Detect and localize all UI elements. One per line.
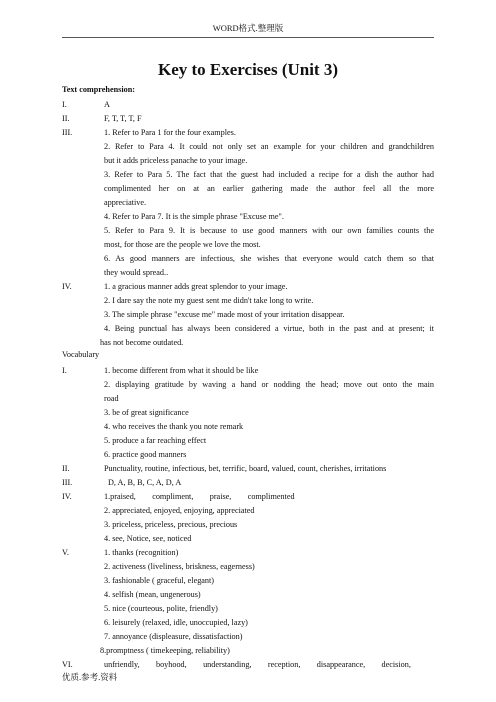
page-header: WORD格式.整理版: [212, 23, 284, 33]
answer-line: complimented her on at an earlier gathering made the author feel all the more: [104, 184, 434, 193]
answer-line: 2. Refer to Para 4. It could not only set an example for your children and grandchildren: [104, 142, 434, 151]
answer-line: 1. become different from what it should be like: [104, 366, 259, 375]
answer-line: 3. priceless, priceless, precious, precious: [104, 520, 238, 529]
item-number: III.: [62, 478, 73, 487]
answer-line: 8.promptness ( timekeeping, reliability): [100, 646, 230, 655]
item-number: II.: [62, 114, 70, 123]
item-number: IV.: [62, 492, 72, 501]
answer-line: 1. thanks (recognition): [104, 548, 179, 557]
answer-line: most, for those are the people we love the most.: [104, 240, 261, 249]
answer-line: appreciative.: [104, 198, 147, 207]
answer-line: 4. selfish (mean, ungenerous): [104, 590, 201, 599]
answer-line: 4. see, Notice, see, noticed: [104, 534, 192, 543]
answer-line: has not become outdated.: [100, 338, 184, 347]
answer-line: 6. As good manners are infectious, she wishes that everyone would catch them so that: [104, 254, 434, 263]
item-number: VI.: [62, 660, 73, 669]
item-number: I.: [62, 100, 67, 109]
answer-line: 3. The simple phrase "excuse me" made most of your irritation disappear.: [104, 310, 345, 319]
answer-line: 4. Refer to Para 7. It is the simple phrase "Excuse me".: [104, 212, 284, 221]
answer-line: 5. nice (courteous, polite, friendly): [104, 604, 218, 613]
page-title: Key to Exercises (Unit 3): [157, 60, 339, 79]
answer-line: 2. displaying gratitude by waving a hand or nodding the head; move out onto the main: [104, 380, 434, 389]
section-heading-text-comprehension: Text comprehension:: [62, 85, 136, 94]
item-number: III.: [62, 128, 73, 137]
answer-line: 4. who receives the thank you note remark: [104, 422, 244, 431]
answer-line: 4. Being punctual has always been considered a virtue, both in the past and at present; it: [104, 324, 434, 333]
item-number: IV.: [62, 282, 72, 291]
answer-line: 2. appreciated, enjoyed, enjoying, appreciated: [104, 506, 255, 515]
answer-line: but it adds priceless panache to your image.: [104, 156, 248, 165]
page-footer: 优质.参考.资料: [62, 672, 118, 682]
answer-line: 2. activeness (liveliness, briskness, eagerness): [104, 562, 255, 571]
answer-line: 2. I dare say the note my guest sent me didn't take long to write.: [104, 296, 314, 305]
answer-line: 1. a gracious manner adds great splendor to your image.: [104, 282, 288, 291]
answer-line: 1. Refer to Para 1 for the four examples.: [104, 128, 236, 137]
answer-line: 7. annoyance (displeasure, dissatisfaction): [104, 632, 243, 641]
answer-line: 5. produce a far reaching effect: [104, 436, 207, 445]
answer-line: 6. leisurely (relaxed, idle, unoccupied, lazy): [104, 618, 248, 627]
item-text: Punctuality, routine, infectious, bet, terrific, board, valued, count, cherishes, irritations: [104, 464, 387, 473]
item-text: F, T, T, T, F: [104, 114, 142, 123]
answer-line: 3. Refer to Para 5. The fact that the guest had included a recipe for a dish the author had: [104, 170, 434, 179]
answer-line: 5. Refer to Para 9. It is because to use good manners with our own families counts the: [104, 226, 434, 235]
item-number: V.: [62, 548, 69, 557]
header-divider: [62, 37, 434, 38]
item-text: A: [104, 100, 110, 109]
item-text: D, A, B, B, C, A, D, A: [108, 478, 182, 487]
answer-line: 3. fashionable ( graceful, elegant): [104, 576, 215, 585]
answer-line: they would spread..: [104, 268, 169, 277]
item-number: II.: [62, 464, 70, 473]
answer-line: 3. be of great significance: [104, 408, 189, 417]
item-text: unfriendly, boyhood, understanding, reception, disappearance, decision,: [104, 660, 411, 669]
answer-line: 6. practice good manners: [104, 450, 187, 459]
section-heading-vocabulary: Vocabulary: [62, 350, 100, 359]
answer-line: 1.praised, compliment, praise, complimented: [104, 492, 295, 501]
answer-line: road: [104, 394, 119, 403]
item-number: I.: [62, 366, 67, 375]
